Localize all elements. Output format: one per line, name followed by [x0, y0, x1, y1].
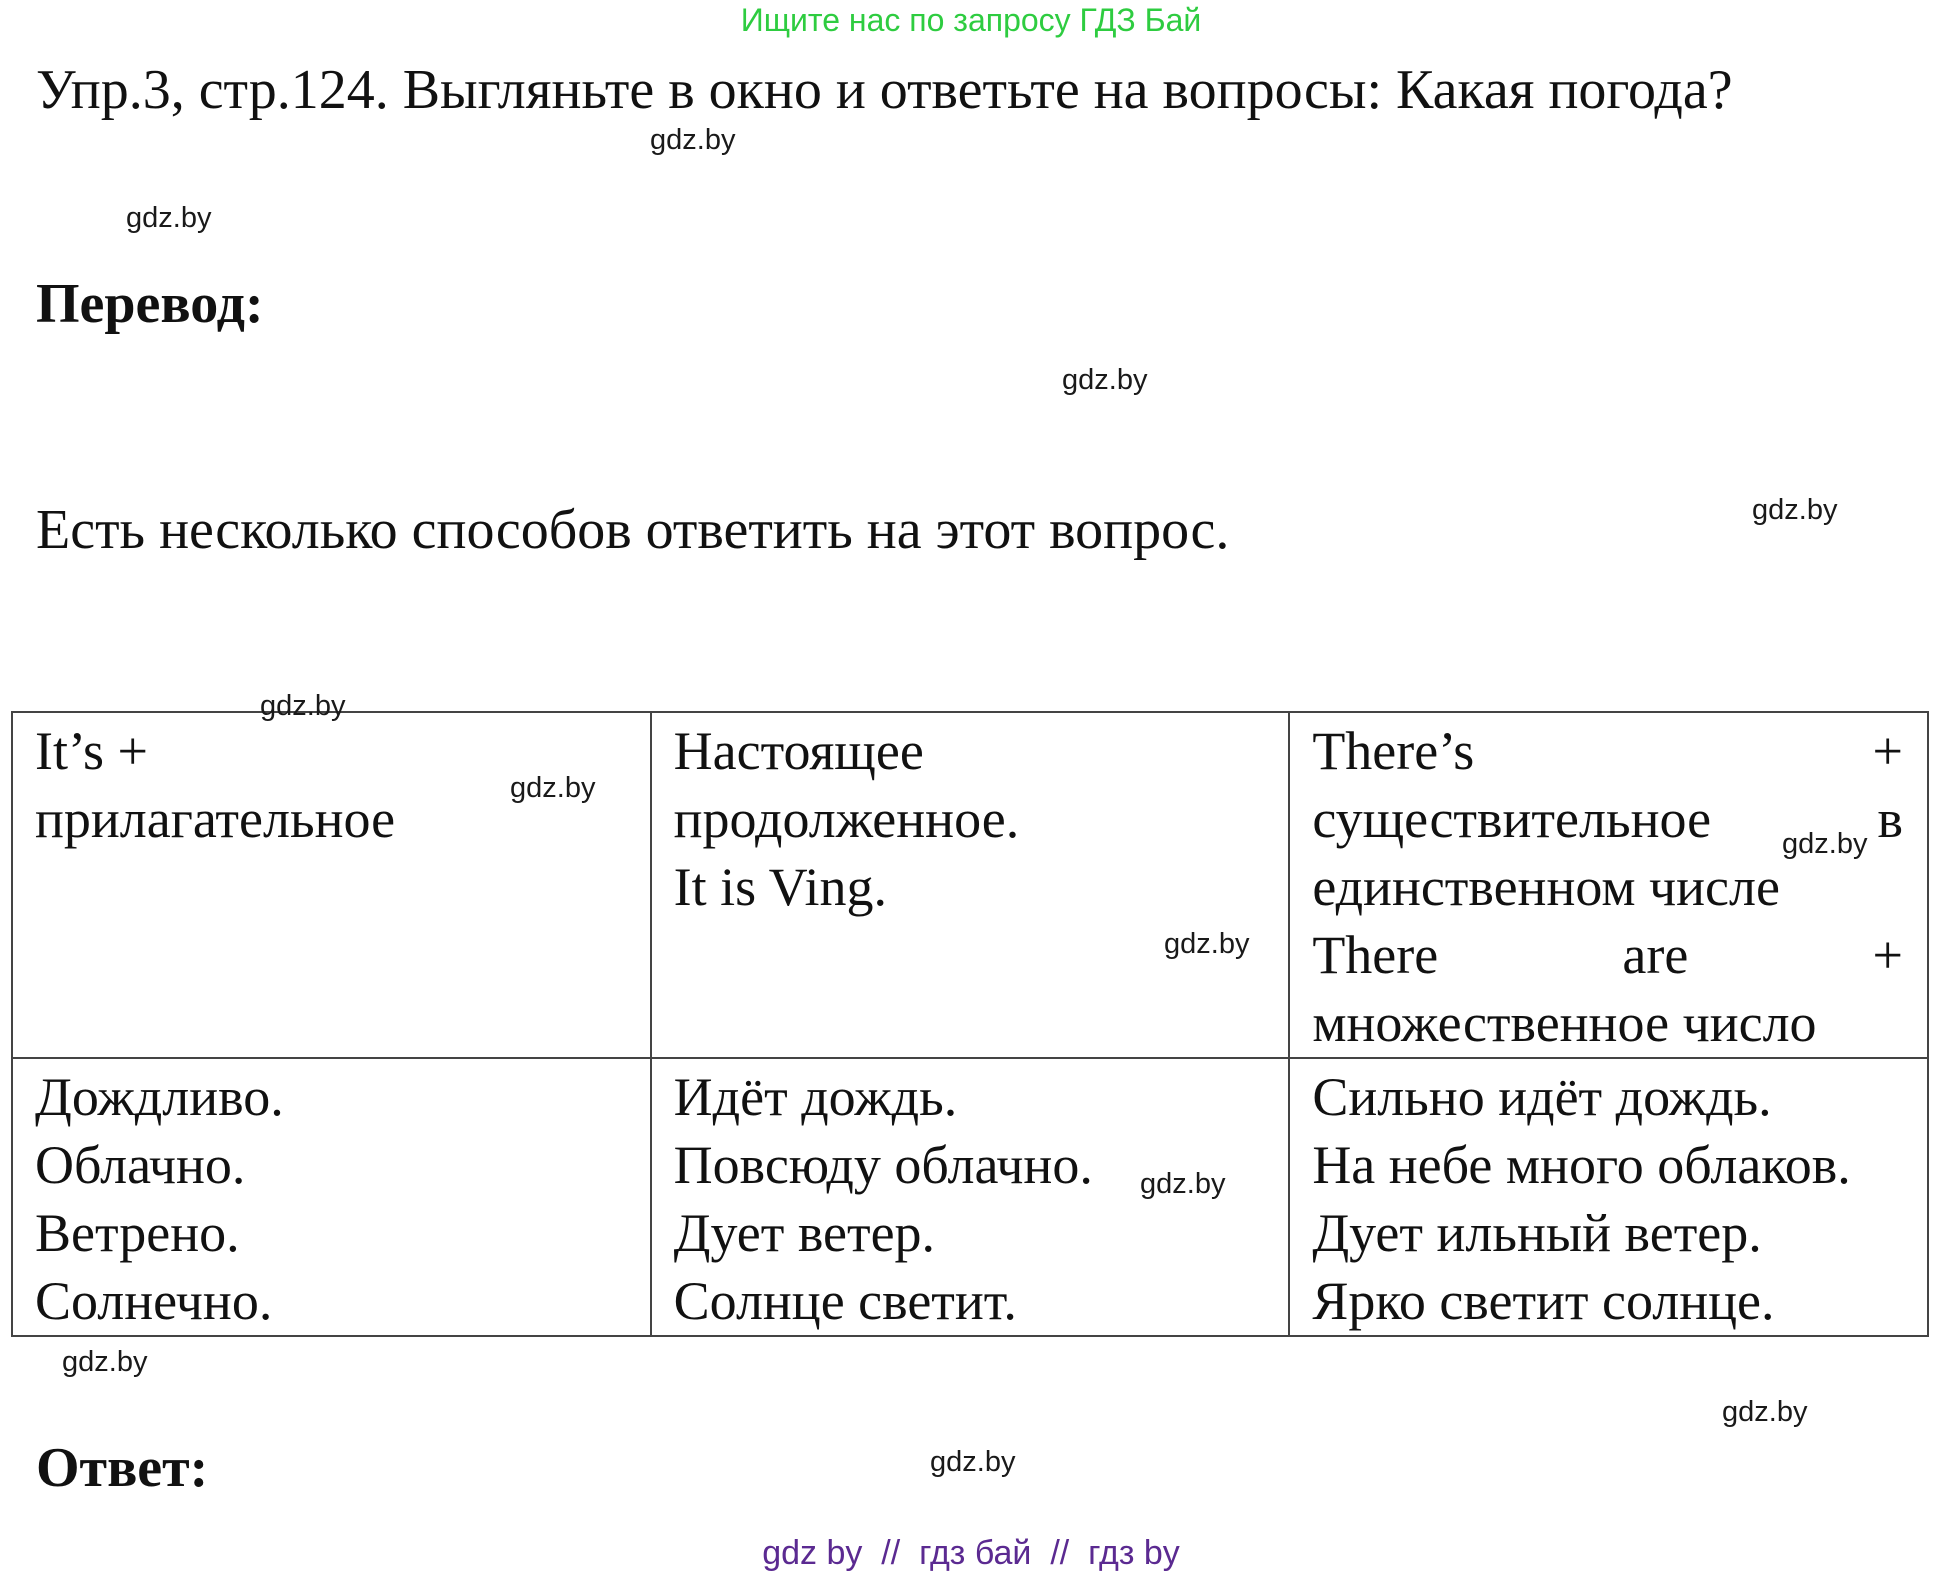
example-line: Солнечно. [35, 1271, 273, 1331]
example-line: Солнце светит. [673, 1271, 1017, 1331]
example-line: Повсюду облачно. [673, 1135, 1093, 1195]
translation-heading: Перевод: [36, 273, 264, 335]
weather-grammar-table [11, 711, 1929, 1337]
search-banner: Ищите нас по запросу ГДЗ Бай [740, 2, 1202, 38]
watermark: gdz.by [1062, 364, 1148, 396]
exercise-title: Упр.3, стр.124. Выгляньте в окно и ответьте на вопросы: Какая погода? [36, 59, 1733, 121]
footer-links: gdz by // гдз бай // гдз by [762, 1534, 1180, 1572]
example-line: Ярко светит солнце. [1312, 1271, 1775, 1331]
watermark: gdz.by [930, 1446, 1016, 1478]
example-line: Дует ильный ветер. [1312, 1203, 1762, 1263]
examples-cell-adjective [12, 1058, 651, 1336]
header-cell-line [1312, 717, 1903, 785]
answer-heading: Ответ: [36, 1437, 209, 1499]
header-cell-there-is [1289, 712, 1928, 1058]
header-cell-line: продолженное. [673, 789, 1020, 849]
example-line: Облачно. [35, 1135, 246, 1195]
example-line: Ветрено. [35, 1203, 240, 1263]
header-cell-line: It’s + [35, 721, 148, 781]
header-cell-line: единственном числе [1312, 857, 1780, 917]
example-line: Сильно идёт дождь. [1312, 1067, 1772, 1127]
watermark: gdz.by [1752, 494, 1838, 526]
watermark: gdz.by [126, 202, 212, 234]
header-cell-continuous [651, 712, 1290, 1058]
table-row [12, 1058, 1928, 1336]
examples-cell-there-is [1289, 1058, 1928, 1336]
header-cell-adjective [12, 712, 651, 1058]
watermark: gdz.by [1164, 928, 1250, 960]
example-line: Дует ветер. [673, 1203, 936, 1263]
plus-sign: + [1872, 721, 1903, 781]
preposition-word: в [1877, 789, 1903, 849]
example-line: На небе много облаков. [1312, 1135, 1851, 1195]
watermark: gdz.by [1722, 1396, 1808, 1428]
header-cell-line [1312, 921, 1903, 989]
example-line: Дождливо. [35, 1067, 284, 1127]
table-header-row [12, 712, 1928, 1058]
are-word: are [1622, 925, 1689, 985]
header-cell-line: прилагательное [35, 789, 396, 849]
watermark: gdz.by [1140, 1168, 1226, 1200]
there-is-word: There’s [1312, 721, 1475, 781]
watermark: gdz.by [62, 1346, 148, 1378]
header-cell-line: It is Ving. [673, 857, 887, 917]
noun-word: существительное [1312, 789, 1712, 849]
header-cell-line: множественное число [1312, 993, 1817, 1053]
watermark: gdz.by [650, 124, 736, 156]
there-word: There [1312, 925, 1439, 985]
example-line: Идёт дождь. [673, 1067, 958, 1127]
header-cell-line: Настоящее [673, 721, 924, 781]
watermark: gdz.by [1782, 828, 1868, 860]
intro-paragraph: Есть несколько способов ответить на этот вопрос. [36, 499, 1230, 561]
watermark: gdz.by [510, 772, 596, 804]
plus-sign: + [1872, 925, 1903, 985]
watermark: gdz.by [260, 690, 346, 722]
